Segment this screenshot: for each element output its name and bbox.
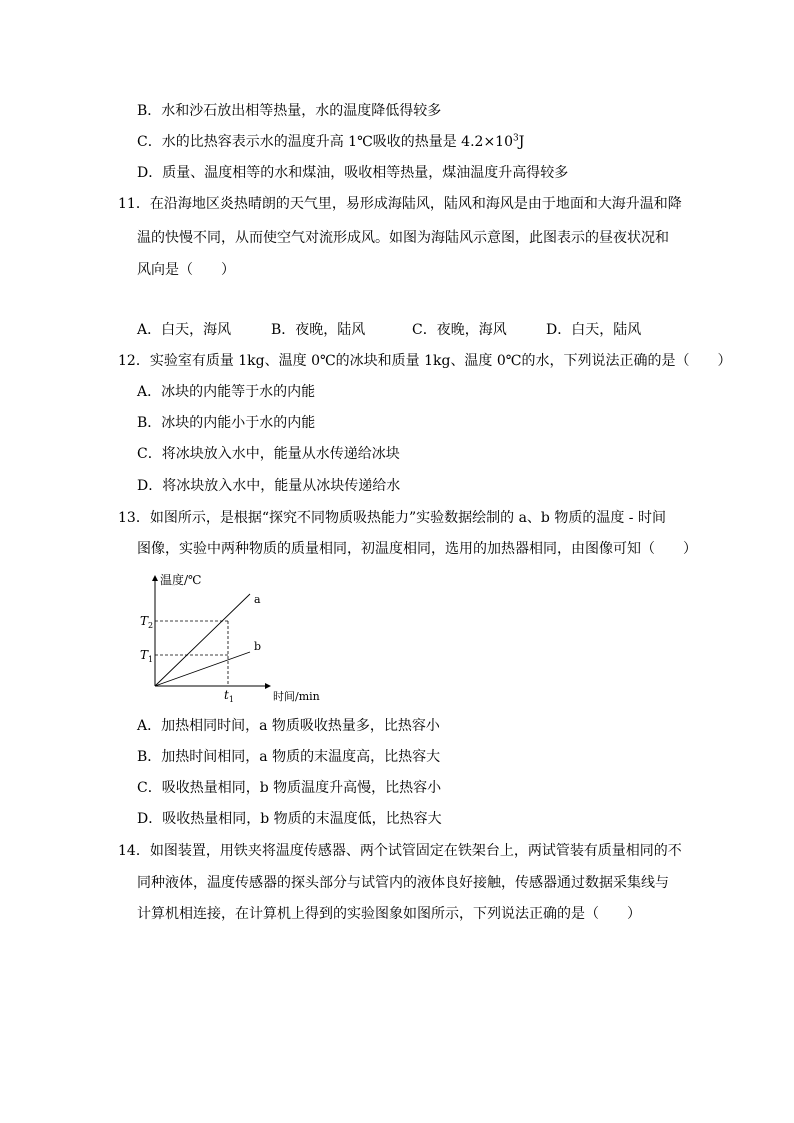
q11-stem-line-1: 11．在沿海地区炎热晴朗的天气里，易形成海陆风，陆风和海风是由于地面和大海升温和降: [118, 196, 682, 212]
q12-option-d: D．将冰块放入水中，能量从冰块传递给水: [137, 478, 401, 494]
line-a-label: a: [254, 593, 261, 606]
q10-option-c-text: C．水的比热容表示水的温度升高 1℃吸收的热量是 4.2×10: [137, 134, 513, 150]
q14-stem-line-2: 同种液体，温度传感器的探头部分与试管内的液体良好接触，传感器通过数据采集线与: [137, 875, 669, 891]
q11-option-a: A．白天，海风: [137, 322, 232, 338]
q10-option-c: [137, 132, 524, 152]
q12-option-c: C．将冰块放入水中，能量从水传递给冰块: [137, 446, 400, 462]
q13-stem-line-1: 13．如图所示，是根据“探究不同物质吸热能力”实验数据绘制的 a、b 物质的温度 - 时间: [118, 510, 666, 526]
q10-option-c-unit: J: [518, 134, 525, 150]
q13-option-a: A．加热相同时间，a 物质吸收热量多，比热容小: [137, 718, 440, 734]
q14-stem-line-3: 计算机相连接，在计算机上得到的实验图象如图所示，下列说法正确的是（ ）: [137, 906, 641, 922]
q10-option-d: D．质量、温度相等的水和煤油，吸收相等热量，煤油温度升高得较多: [137, 165, 569, 181]
q11-option-b: B．夜晚，陆风: [271, 322, 366, 338]
q10-option-c-exponent: 3: [513, 133, 519, 144]
q13-option-b: B．加热时间相同，a 物质的末温度高，比热容大: [137, 749, 441, 765]
q11-stem-line-3: 风向是（ ）: [137, 262, 235, 278]
t1-tick-label: $T_1$: [140, 648, 154, 664]
q13-stem-line-2: 图像，实验中两种物质的质量相同，初温度相同，选用的加热器相同，由图像可知（ ）: [137, 541, 697, 557]
q11-stem-line-2: 温的快慢不同，从而使空气对流形成风。如图为海陆风示意图，此图表示的昼夜状况和: [137, 230, 669, 246]
q14-stem-line-1: 14．如图装置，用铁夹将温度传感器、两个试管固定在铁架台上，两试管装有质量相同的不: [118, 843, 682, 859]
line-a: [155, 594, 250, 686]
q10-option-b: B．水和沙石放出相等热量，水的温度降低得较多: [137, 103, 442, 119]
q13-option-c: C．吸收热量相同，b 物质温度升高慢，比热容小: [137, 780, 442, 796]
q11-option-d: D．白天，陆风: [546, 322, 642, 338]
time-tick-label: $t_1$: [224, 688, 234, 704]
q11-option-c: C．夜晚，海风: [412, 322, 507, 338]
x-axis-label: 时间/min: [273, 690, 320, 703]
q13-option-d: D．吸收热量相同，b 物质的末温度低，比热容大: [137, 811, 442, 827]
line-b: [155, 652, 250, 686]
y-axis-label: 温度/℃: [160, 573, 202, 587]
q12-option-a: A．冰块的内能等于水的内能: [137, 384, 316, 400]
t2-tick-label: $T_2$: [140, 614, 154, 630]
q12-stem: 12．实验室有质量 1kg、温度 0℃的冰块和质量 1kg、温度 0℃的水，下列说法正确的是（ ）: [118, 353, 732, 369]
line-b-label: b: [254, 640, 262, 653]
temperature-time-graph: [140, 566, 340, 706]
q12-option-b: B．冰块的内能小于水的内能: [137, 415, 316, 431]
